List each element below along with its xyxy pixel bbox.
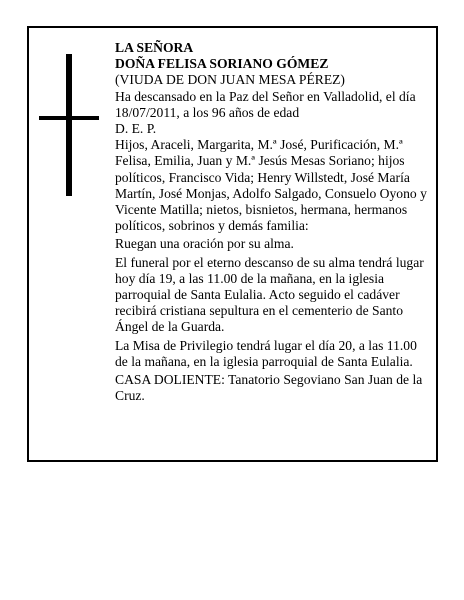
funeral-details: El funeral por el eterno descanso de su alma tendrá lugar hoy día 19, a las 11.00 de la mañana, en la iglesia parroquial de Santa Eulalia. Acto seguido el cadáver recibirá cristiana sepultura en el cementerio de Santo Ángel de la Guarda. [115,254,424,335]
cross-horizontal-bar [39,116,99,120]
notice-body [115,40,433,404]
prayer-request: Ruegan una oración por su alma. [115,236,294,252]
widow-of-line: (VIUDA DE DON JUAN MESA PÉREZ) [115,72,345,88]
family-list: Hijos, Araceli, Margarita, M.ª José, Purificación, M.ª Felisa, Emilia, Juan y M.ª Jesús Mesas Soriano; hijos políticos, Francisco Vida; Henry Willstedt, José María Martín, José Monjas, Adolfo Salgado, Consuelo Oyono y Vicente Matilla; nietos, bisnietos, hermana, hermanos políticos, sobrinos y demás familia: [115,137,427,234]
cross-icon [39,54,99,196]
mass-details: La Misa de Privilegio tendrá lugar el día 20, a las 11.00 de la mañana, en la iglesia parroquial de Santa Eulalia. [115,337,417,369]
deceased-name: DOÑA FELISA SORIANO GÓMEZ [115,56,329,72]
rip-abbreviation: D. E. P. [115,121,157,137]
mourning-house: CASA DOLIENTE: Tanatorio Segoviano San Juan de la Cruz. [115,372,423,404]
notice-title: LA SEÑORA [115,40,194,55]
cross-vertical-bar [66,54,72,196]
death-announcement: Ha descansado en la Paz del Señor en Valladolid, el día 18/07/2011, a los 96 años de edad [115,88,416,120]
obituary-notice [27,26,438,462]
